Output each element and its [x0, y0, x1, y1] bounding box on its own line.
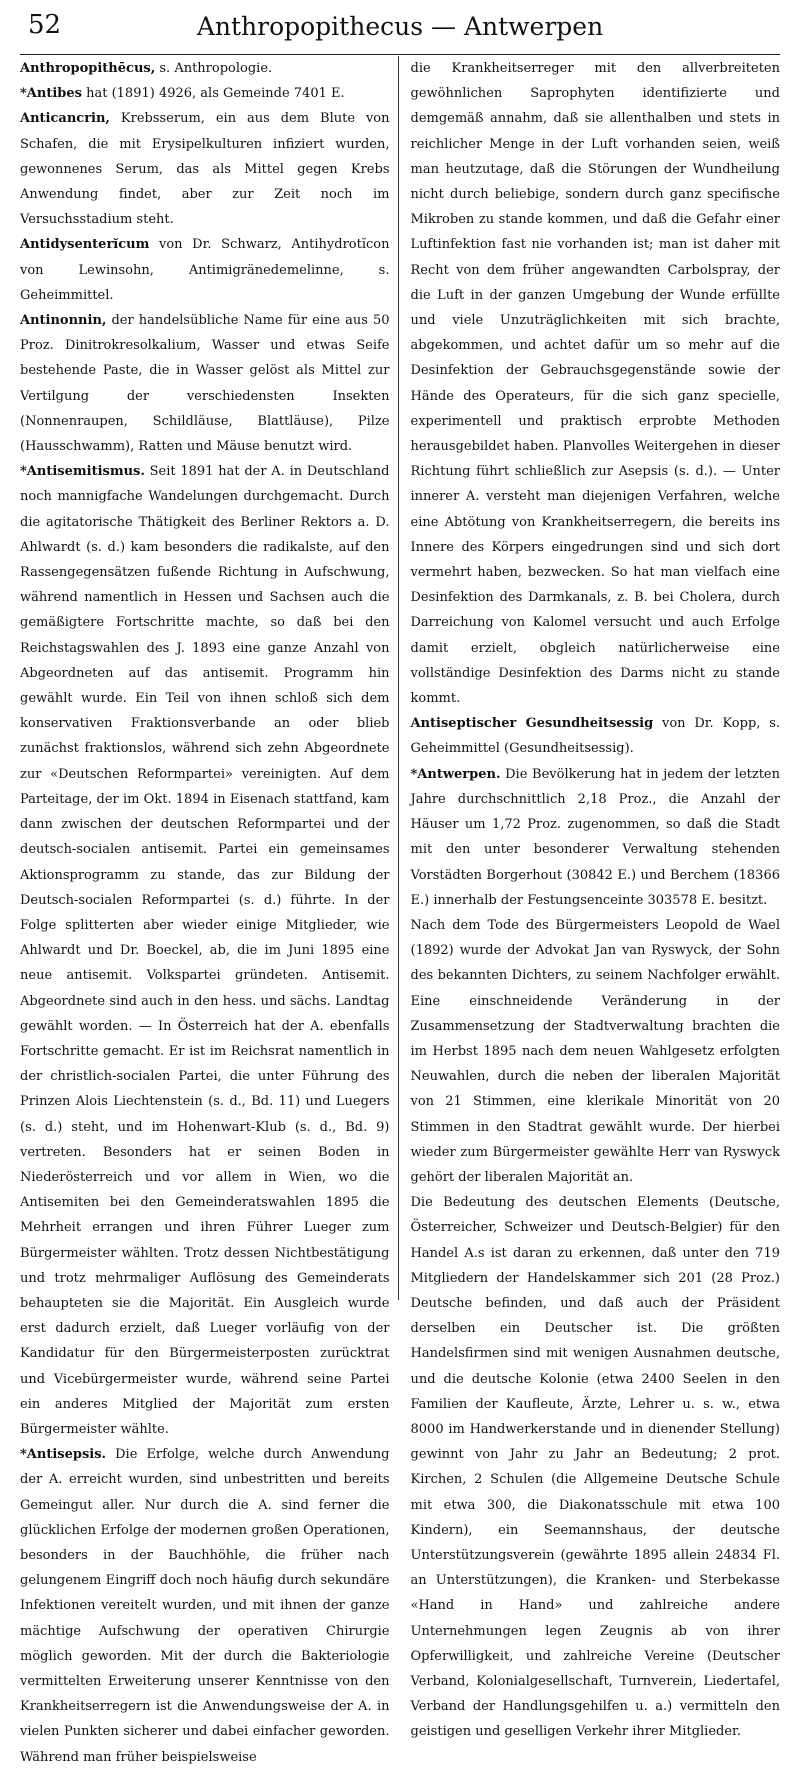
entry	[20, 232, 390, 308]
entry-headword: *Antisepsis.	[20, 1447, 107, 1463]
running-title: Anthropopithecus — Antwerpen	[196, 12, 604, 41]
entry-text: die Krankheitserreger mit den allverbreiteten gewöhnlichen Saprophyten identifizierte und demgemäß annahm, daß sie allenthalben und stets in reichlicher Menge in der Luft vorhanden seien, weiß man heutzutage, daß die Störungen der Wundheilung nicht durch beliebige, sondern durch ganz specifische Mikroben zu stande kommen, und daß die Gefahr einer Luftinfektion fast nie vorhanden ist; man ist daher mit Recht von dem früher angewandten Carbolspray, der die Luft in der ganzen Umgebung der Wunde erfüllte und viele Unzuträglichkeiten mit sich brachte, abgekommen, und achtet dafür um so mehr auf die Desinfektion der Gebrauchsgegenstände sowie der Hände des Operateurs, für die sich ganz specielle, experimentell und praktisch erprobte Methoden herausgebildet haben. Planvolles Weitergehen in dieser Richtung führt schließlich zur Asepsis (s. d.). — Unter innerer A. versteht man diejenigen Verfahren, welche eine Abtötung von Krankheitserregern, die bereits ins Innere des Körpers eingedrungen sind und sich dort vermehrt haben, bezwecken. So hat man vielfach eine Desinfektion des Darmkanals, z. B. bei Cholera, durch Darreichung von Kalomel versucht und auch Erfolge damit erzielt, obgleich natürlicherweise eine vollständige Desinfektion des Darms nicht zu stande kommt.	[410, 61, 780, 707]
left-column	[20, 56, 396, 1765]
entry-continuation	[411, 56, 781, 711]
entry-text: von Dr. Schwarz, Antihydrotĭcon von Lewinsohn, Antimigränedemelinne, s. Geheimmittel.	[20, 237, 390, 303]
entry-text: Nach dem Tode des Bürgermeisters Leopold de Wael (1892) wurde der Advokat Jan van Ryswyck, der Sohn des bekannten Dichters, zu seinem Nachfolger erwählt. Eine einschneidende Veränderung in der Zusammensetzung der Stadtverwaltung brachten die im Herbst 1895 nach dem neuen Wahlgesetz erfolgten Neuwahlen, durch die neben der liberalen Majorität von 21 Stimmen, eine klerikale Minorität von 20 Stimmen in den Stadtrat gewählt wurde. Der hierbei wieder zum Bürgermeister gewählte Herr van Ryswyck gehört der liberalen Majorität an.	[410, 917, 780, 1185]
entry-text: Krebsserum, ein aus dem Blute von Schafen, die mit Erysipelkulturen infiziert wurden, gewonnenes Serum, das als Mittel gegen Krebs Anwendung findet, aber zur Zeit noch im Versuchsstadium steht.	[20, 111, 390, 228]
entry	[411, 762, 781, 913]
entry-text: Die Bevölkerung hat in jedem der letzten Jahre durchschnittlich 2,18 Proz., die Anzahl der Häuser um 1,72 Proz. zugenommen, so daß die Stadt mit den unter besonderer Verwaltung stehenden Vorstädten Borgerhout (30842 E.) und Berchem (18366 E.) innerhalb der Festungsenceinte 303578 E. besitzt.	[410, 766, 780, 908]
entry	[20, 106, 390, 232]
entry-text: Seit 1891 hat der A. in Deutschland noch mannigfache Wandelungen durchgemacht. Durch die agitatorische Thätigkeit des Berliner Rektors a. D. Ahlwardt (s. d.) kam besonders die radikalste, auf den Rassengegensätzen fußende Richtung in Aufschwung, während namentlich in Hessen und Sachsen auch die gemäßigtere Fortschritte machte, so daß bei den Reichstagswahlen des J. 1893 eine ganze Anzahl von Abgeordneten auf das antisemit. Programm hin gewählt wurde. Ein Teil von ihnen schloß sich dem konservativen Fraktionsverbande an oder blieb zunächst fraktionslos, während sich zehn Abgeordnete zur «Deutschen Reformpartei» vereinigten. Auf dem Parteitage, der im Okt. 1894 in Eisenach stattfand, kam dann zwischen der deutschen Reformpartei und der deutsch-socialen antisemit. Partei ein gemeinsames Aktionsprogramm zu stande, das zur Bildung der Deutsch-socialen Reformpartei (s. d.) führte. In der Folge splitterten aber wieder einige Mitglieder, wie Ahlwardt und Dr. Boeckel, ab, die im Juni 1895 eine neue antisemit. Volkspartei gründeten. Antisemit. Abgeordnete sind auch in den hess. und sächs. Landtag gewählt worden. — In Österreich hat der A. ebenfalls Fortschritte gemacht. Er ist im Reichsrat namentlich in der christlich-socialen Partei, die unter Führung des Prinzen Alois Liechtenstein (s. d., Bd. 11) und Luegers (s. d.) steht, und im Hohenwart-Klub (s. d., Bd. 9) vertreten. Besonders hat er seinen Boden in Niederösterreich und vor allem in Wien, wo die Antisemiten bei den Gemeinderatswahlen 1895 die Mehrheit errangen und ihren Führer Lueger zum Bürgermeister wählten. Trotz dessen Nichtbestätigung und trotz mehrmaliger Auflösung des Gemeinderats behaupteten sie die Majorität. Ein Ausgleich wurde erst dadurch erzielt, daß Lueger vorläufig von der Kandidatur für den Bürgermeisterposten zurücktrat und Vicebürgermeister wurde, während seine Partei ein anderes Mitglied der Majorität zum ersten Bürgermeister wählte.	[20, 464, 390, 1437]
entry-text: hat (1891) 4926, als Gemeinde 7401 E.	[81, 86, 345, 102]
paragraph	[411, 1190, 781, 1744]
entry	[20, 1442, 390, 1770]
entry	[411, 711, 781, 761]
entry	[20, 56, 390, 81]
entry	[20, 459, 390, 1442]
entry-text: von Dr. Kopp, s. Geheimmittel (Gesundheitsessig).	[410, 716, 780, 757]
entry-headword: Anticancrin,	[20, 111, 110, 127]
page-number: 52	[28, 10, 62, 40]
entry-text: der handelsübliche Name für eine aus 50 Proz. Dinitrokresolkalium, Wasser und etwas Seife bestehende Paste, die in Wasser gelöst als Mittel zur Vertilgung der verschiedensten Insekten (Nonnenraupen, Schildläuse, Blattläuse), Pilze (Hausschwamm), Ratten und Mäuse benutzt wird.	[20, 313, 390, 455]
entry	[20, 81, 390, 106]
entry-headword: *Antisemitismus.	[20, 464, 145, 480]
paragraph	[411, 913, 781, 1190]
entry-headword: Antiseptischer Gesundheitsessig	[410, 716, 654, 732]
entry-text: Die Erfolge, welche durch Anwendung der A. erreicht wurden, sind unbestritten und bereits Gemeingut aller. Nur durch die A. sind ferner die glücklichen Erfolge der modernen großen Operationen, besonders in der Bauchhöhle, die früher nach gelungenem Eingriff doch noch häufig durch sekundäre Infektionen vereitelt wurden, und mit ihnen der ganze mächtige Aufschwung der operativen Chirurgie möglich geworden. Mit der durch die Bakteriologie vermittelten Erweiterung unserer Kenntnisse von den Krankheitserregern ist die Anwendungsweise der A. in vielen Punkten sicherer und dabei einfacher geworden. Während man früher beispielsweise	[20, 1447, 390, 1765]
entry-headword: Antidysenterĭcum	[20, 237, 150, 253]
entry-text: s. Anthropologie.	[155, 61, 273, 76]
right-column	[398, 56, 781, 1740]
entry-headword: *Antwerpen.	[410, 766, 501, 782]
text-columns	[20, 56, 780, 1765]
entry-text: Die Bedeutung des deutschen Elements (Deutsche, Österreicher, Schweizer und Deutsch-Belgier) für den Handel A.s ist daran zu erkennen, daß unter den 719 Mitgliedern der Handelskammer sich 201 (28 Proz.) Deutsche befinden, und daß auch der Präsident derselben ein Deutscher ist. Die größten Handelsfirmen sind mit wenigen Ausnahmen deutsche, und die deutsche Kolonie (etwa 2400 Seelen in den Familien der Kaufleute, Ärzte, Lehrer u. s. w., etwa 8000 im Handwerkerstande und in dienender Stellung) gewinnt von Jahr zu Jahr an Bedeutung; 2 prot. Kirchen, 2 Schulen (die Allgemeine Deutsche Schule mit etwa 300, die Diakonatsschule mit etwa 100 Kindern), ein Seemannshaus, der deutsche Unterstützungsverein (gewährte 1895 allein 24834 Fl. an Unterstützungen), die Kranken- und Sterbekasse «Hand in Hand» und zahlreiche andere Unternehmungen legen Zeugnis ab von ihrer Opferwilligkeit, und zahlreiche Vereine (Deutscher Verband, Kolonialgesellschaft, Turnverein, Liedertafel, Verband der Handlungsgehilfen u. a.) vermitteln den geistigen und geselligen Verkehr ihrer Mitglieder.	[410, 1195, 780, 1740]
entry-headword: Anthropopithēcus,	[20, 61, 156, 76]
entry-headword: *Antibes	[20, 86, 82, 102]
entry	[20, 308, 390, 459]
running-header	[20, 6, 780, 55]
entry-headword: Antinonnin,	[20, 313, 107, 329]
